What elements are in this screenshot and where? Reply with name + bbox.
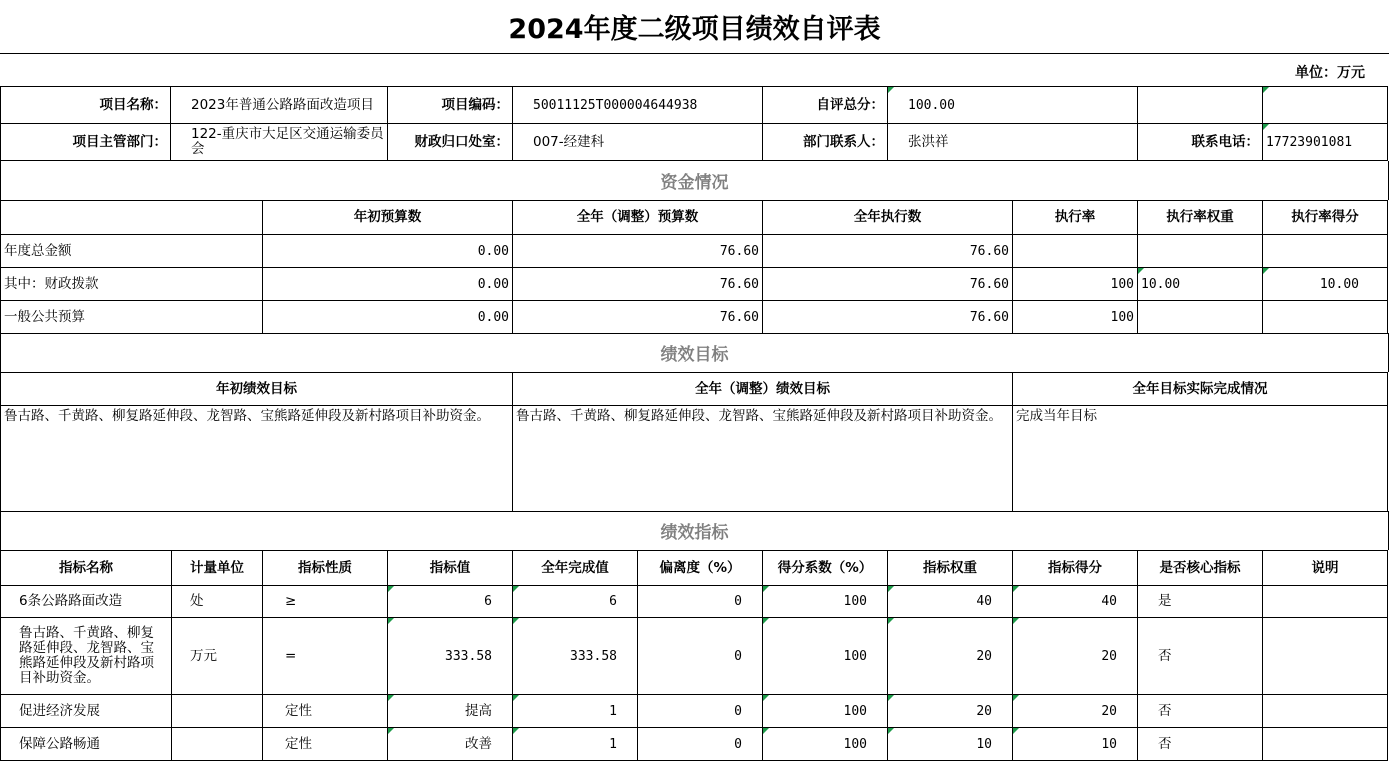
goal-actual-text[interactable]: 完成当年目标 (1013, 406, 1388, 512)
ind-core[interactable]: 否 (1138, 618, 1263, 695)
project-name-value[interactable]: 2023年普通公路路面改造项目 (171, 87, 388, 124)
ind-done[interactable]: 1 (513, 695, 638, 728)
ind-header-score: 指标得分 (1013, 551, 1138, 586)
ind-dev[interactable]: 0 (638, 728, 763, 761)
funds-header-score: 执行率得分 (1263, 201, 1388, 235)
ind-header-name: 指标名称 (1, 551, 172, 586)
goals-header-initial: 年初绩效目标 (1, 373, 513, 406)
ind-nature[interactable]: 定性 (263, 728, 388, 761)
funds-row-name: 年度总金额 (1, 235, 263, 268)
ind-coef[interactable]: 100 (763, 586, 888, 618)
ind-core[interactable]: 否 (1138, 695, 1263, 728)
ind-weight[interactable]: 20 (888, 695, 1013, 728)
funds-row-name: 一般公共预算 (1, 301, 263, 334)
ind-header-nature: 指标性质 (263, 551, 388, 586)
ind-note[interactable] (1263, 586, 1388, 618)
indicator-row (1, 618, 1388, 695)
funds-header-executed: 全年执行数 (763, 201, 1013, 235)
project-code-value[interactable]: 50011125T000004644938 (513, 87, 763, 124)
ind-header-weight: 指标权重 (888, 551, 1013, 586)
ind-header-core: 是否核心指标 (1138, 551, 1263, 586)
ind-header-value: 指标值 (388, 551, 513, 586)
ind-name[interactable]: 鲁古路、千黄路、柳复路延伸段、龙智路、宝熊路延伸段及新村路项目补助资金。 (1, 618, 172, 695)
ind-weight[interactable]: 10 (888, 728, 1013, 761)
ind-note[interactable] (1263, 695, 1388, 728)
phone-label: 联系电话： (1138, 124, 1263, 161)
project-code-label: 项目编码： (388, 87, 513, 124)
funds-initial[interactable]: 0.00 (263, 268, 513, 301)
ind-score[interactable]: 20 (1013, 695, 1138, 728)
ind-dev[interactable]: 0 (638, 618, 763, 695)
dept-label: 项目主管部门： (1, 124, 171, 161)
funds-header-weight: 执行率权重 (1138, 201, 1263, 235)
funds-score[interactable]: 10.00 (1263, 268, 1388, 301)
funds-header-blank (1, 201, 263, 235)
ind-dev[interactable]: 0 (638, 695, 763, 728)
ind-header-unit: 计量单位 (172, 551, 263, 586)
ind-note[interactable] (1263, 728, 1388, 761)
indicators-table (0, 550, 1388, 761)
ind-score[interactable]: 20 (1013, 618, 1138, 695)
total-score-value[interactable]: 100.00 (888, 87, 1138, 124)
ind-unit[interactable]: 万元 (172, 618, 263, 695)
ind-weight[interactable]: 20 (888, 618, 1013, 695)
funds-row (1, 301, 1388, 334)
goal-initial-text[interactable]: 鲁古路、千黄路、柳复路延伸段、龙智路、宝熊路延伸段及新村路项目补助资金。 (1, 406, 513, 512)
funds-weight[interactable]: 10.00 (1138, 268, 1263, 301)
funds-score[interactable] (1263, 235, 1388, 268)
goal-adjusted-text[interactable]: 鲁古路、千黄路、柳复路延伸段、龙智路、宝熊路延伸段及新村路项目补助资金。 (513, 406, 1013, 512)
project-info-table (0, 86, 1388, 161)
empty-cell[interactable] (1263, 87, 1388, 124)
ind-value[interactable]: 6 (388, 586, 513, 618)
ind-header-dev: 偏离度（%） (638, 551, 763, 586)
funds-row (1, 235, 1388, 268)
funds-section-title: 资金情况 (0, 161, 1389, 200)
funds-score[interactable] (1263, 301, 1388, 334)
funds-row-name: 其中：财政拨款 (1, 268, 263, 301)
ind-unit[interactable] (172, 728, 263, 761)
indicator-row (1, 728, 1388, 761)
ind-name[interactable]: 6条公路路面改造 (1, 586, 172, 618)
contact-value[interactable]: 张洪祥 (888, 124, 1138, 161)
funds-initial[interactable]: 0.00 (263, 301, 513, 334)
ind-dev[interactable]: 0 (638, 586, 763, 618)
funds-weight[interactable] (1138, 235, 1263, 268)
goals-table (0, 372, 1388, 512)
funds-header-adjusted: 全年（调整）预算数 (513, 201, 763, 235)
ind-header-coef: 得分系数（%） (763, 551, 888, 586)
ind-coef[interactable]: 100 (763, 728, 888, 761)
ind-name[interactable]: 保障公路畅通 (1, 728, 172, 761)
funds-header-rate: 执行率 (1013, 201, 1138, 235)
goals-section-title: 绩效目标 (0, 333, 1389, 372)
finance-label: 财政归口处室： (388, 124, 513, 161)
funds-rate[interactable] (1013, 235, 1138, 268)
ind-value[interactable]: 改善 (388, 728, 513, 761)
page-title: 2024年度二级项目绩效自评表 (0, 0, 1389, 54)
funds-executed[interactable]: 76.60 (763, 268, 1013, 301)
funds-row (1, 268, 1388, 301)
ind-done[interactable]: 1 (513, 728, 638, 761)
ind-nature[interactable]: 定性 (263, 695, 388, 728)
empty-cell[interactable] (1138, 87, 1263, 124)
ind-weight[interactable]: 40 (888, 586, 1013, 618)
ind-nature[interactable]: ≥ (263, 586, 388, 618)
ind-score[interactable]: 10 (1013, 728, 1138, 761)
ind-header-done: 全年完成值 (513, 551, 638, 586)
ind-coef[interactable]: 100 (763, 695, 888, 728)
ind-header-note: 说明 (1263, 551, 1388, 586)
funds-weight[interactable] (1138, 301, 1263, 334)
goals-header-adjusted: 全年（调整）绩效目标 (513, 373, 1013, 406)
funds-header-initial: 年初预算数 (263, 201, 513, 235)
funds-rate[interactable]: 100 (1013, 301, 1138, 334)
funds-adjusted[interactable]: 76.60 (513, 235, 763, 268)
funds-executed[interactable]: 76.60 (763, 235, 1013, 268)
phone-value[interactable]: 17723901081 (1263, 124, 1388, 161)
ind-unit[interactable] (172, 695, 263, 728)
ind-value[interactable]: 333.58 (388, 618, 513, 695)
ind-score[interactable]: 40 (1013, 586, 1138, 618)
ind-core[interactable]: 是 (1138, 586, 1263, 618)
ind-done[interactable]: 333.58 (513, 618, 638, 695)
unit-label: 单位：万元 (1295, 65, 1365, 81)
funds-adjusted[interactable]: 76.60 (513, 268, 763, 301)
goals-header-actual: 全年目标实际完成情况 (1013, 373, 1388, 406)
ind-unit[interactable]: 处 (172, 586, 263, 618)
funds-table (0, 200, 1388, 334)
ind-note[interactable] (1263, 618, 1388, 695)
funds-rate[interactable]: 100 (1013, 268, 1138, 301)
dept-value[interactable]: 122-重庆市大足区交通运输委员会 (171, 124, 388, 161)
funds-adjusted[interactable]: 76.60 (513, 301, 763, 334)
ind-value[interactable]: 提高 (388, 695, 513, 728)
ind-coef[interactable]: 100 (763, 618, 888, 695)
ind-core[interactable]: 否 (1138, 728, 1263, 761)
ind-name[interactable]: 促进经济发展 (1, 695, 172, 728)
ind-done[interactable]: 6 (513, 586, 638, 618)
indicators-section-title: 绩效指标 (0, 511, 1389, 550)
indicator-row (1, 695, 1388, 728)
finance-value[interactable]: 007-经建科 (513, 124, 763, 161)
funds-executed[interactable]: 76.60 (763, 301, 1013, 334)
project-name-label: 项目名称： (1, 87, 171, 124)
contact-label: 部门联系人： (763, 124, 888, 161)
funds-initial[interactable]: 0.00 (263, 235, 513, 268)
total-score-label: 自评总分： (763, 87, 888, 124)
ind-nature[interactable]: = (263, 618, 388, 695)
indicator-row (1, 586, 1388, 618)
